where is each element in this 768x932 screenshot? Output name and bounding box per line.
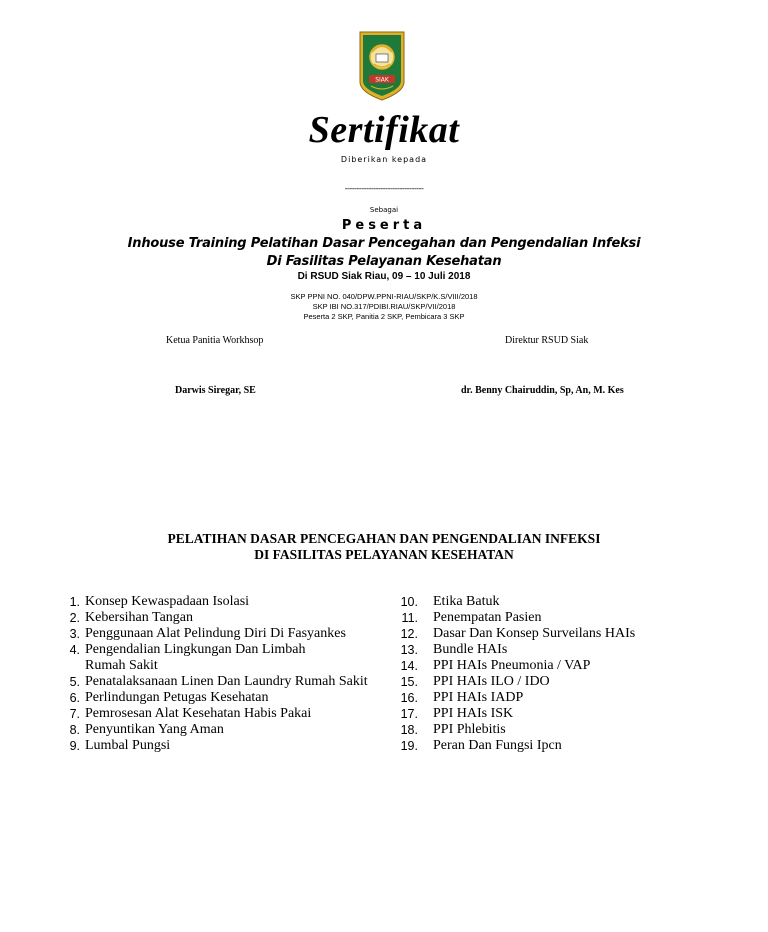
left-signatory-title: Ketua Panitia Workhsop bbox=[166, 335, 264, 346]
list-item-text: Pengendalian Lingkungan Dan Limbah Rumah Sakit bbox=[85, 642, 306, 673]
skp-ppni-line: SKP PPNI NO. 040/DPW.PPNI-RIAU/SKP/K.S/VIII/2018 bbox=[290, 292, 478, 301]
list-item-text: PPI HAIs IADP bbox=[433, 690, 524, 705]
list-item-number: 15. bbox=[400, 675, 418, 689]
list-item-text: Pemrosesan Alat Kesehatan Habis Pakai bbox=[85, 706, 312, 721]
list-item-text: Konsep Kewaspadaan Isolasi bbox=[85, 594, 250, 609]
list-item-text: Peran Dan Fungsi Ipcn bbox=[433, 738, 562, 753]
list-item-text: PPI Phlebitis bbox=[433, 722, 506, 737]
list-item-number: 11. bbox=[401, 611, 418, 625]
siak-emblem-logo bbox=[357, 30, 407, 102]
skp-ibi-line: SKP IBI NO.317/PDIBI.RIAU/SKP/VII/2018 bbox=[312, 302, 456, 311]
svg-text:SIAK: SIAK bbox=[375, 76, 389, 84]
event-title-line1: Inhouse Training Pelatihan Dasar Pencegahan dan Pengendalian Infeksi bbox=[127, 236, 641, 251]
list-item-text: Penggunaan Alat Pelindung Diri Di Fasyankes bbox=[85, 626, 346, 641]
list-item-text: Penatalaksanaan Linen Dan Laundry Rumah Sakit bbox=[85, 674, 368, 689]
skp-credits-line: Peserta 2 SKP, Panitia 2 SKP, Pembicara 3 SKP bbox=[303, 312, 465, 321]
list-item-text: Perlindungan Petugas Kesehatan bbox=[85, 690, 269, 705]
left-signatory-name: Darwis Siregar, SE bbox=[175, 385, 256, 396]
recipient-name-blank: --------------------------------- bbox=[344, 184, 424, 193]
list-item-text: Kebersihan Tangan bbox=[85, 610, 194, 625]
curriculum-heading-line2: DI FASILITAS PELAYANAN KESEHATAN bbox=[254, 547, 514, 562]
curriculum-heading-line1: PELATIHAN DASAR PENCEGAHAN DAN PENGENDALIAN INFEKSI bbox=[167, 531, 601, 546]
list-item-number: 3. bbox=[69, 627, 80, 641]
list-item-number: 14. bbox=[400, 659, 418, 673]
list-item-text: Penyuntikan Yang Aman bbox=[85, 722, 224, 737]
list-item-number: 2. bbox=[69, 611, 80, 625]
right-signatory-title: Direktur RSUD Siak bbox=[505, 335, 589, 346]
list-item-number: 18. bbox=[400, 723, 418, 737]
list-item-number: 7. bbox=[69, 707, 80, 721]
list-item-text: Etika Batuk bbox=[433, 594, 500, 609]
list-item-number: 17. bbox=[400, 707, 418, 721]
certificate-title: Sertifikat bbox=[308, 109, 460, 151]
list-item-number: 13. bbox=[400, 643, 418, 657]
list-item-number: 1. bbox=[69, 595, 80, 609]
list-item-number: 9. bbox=[69, 739, 80, 753]
list-item-text: Dasar Dan Konsep Surveilans HAIs bbox=[433, 626, 636, 641]
list-item-text: PPI HAIs ISK bbox=[433, 706, 514, 721]
list-item-number: 16. bbox=[400, 691, 418, 705]
event-place-date: Di RSUD Siak Riau, 09 – 10 Juli 2018 bbox=[297, 271, 471, 282]
list-item-number: 8. bbox=[69, 723, 80, 737]
event-title-line2: Di Fasilitas Pelayanan Kesehatan bbox=[266, 254, 502, 269]
list-item-number: 12. bbox=[400, 627, 418, 641]
list-item-text: Bundle HAIs bbox=[433, 642, 508, 657]
given-to-label: Diberikan kepada bbox=[340, 155, 428, 164]
list-item-text: PPI HAIs Pneumonia / VAP bbox=[433, 658, 591, 673]
list-item-number: 5. bbox=[69, 675, 80, 689]
list-item-text: Lumbal Pungsi bbox=[85, 738, 171, 753]
list-item-number: 6. bbox=[69, 691, 80, 705]
right-signatory-name: dr. Benny Chairuddin, Sp, An, M. Kes bbox=[461, 385, 624, 396]
list-item-number: 10. bbox=[400, 595, 418, 609]
list-item-number: 19. bbox=[400, 739, 418, 753]
participant-role: Peserta bbox=[341, 218, 427, 233]
as-label: Sebagai bbox=[369, 206, 399, 214]
list-item-text: Penempatan Pasien bbox=[433, 610, 542, 625]
list-item-number: 4. bbox=[69, 643, 80, 657]
list-item-text: PPI HAIs ILO / IDO bbox=[433, 674, 550, 689]
